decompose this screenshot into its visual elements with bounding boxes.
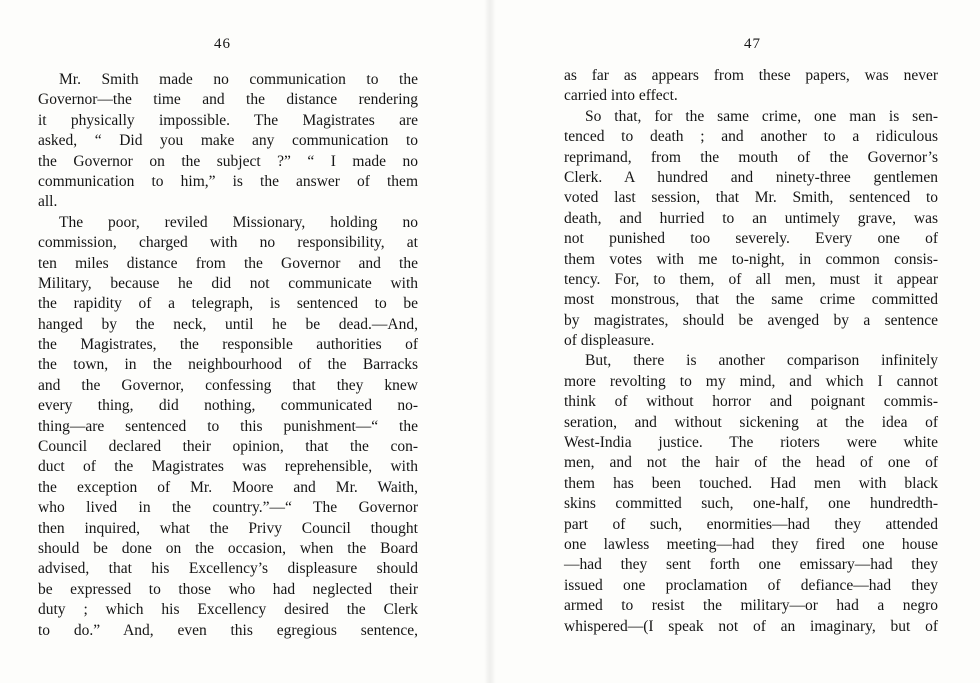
text-line: more revolting to my mind, and which I cannot — [564, 372, 938, 390]
text-line: by magistrates, should be avenged by a sentence — [564, 311, 938, 329]
text-line: it physically impossible. The Magistrates are — [38, 111, 418, 129]
text-line: Military, because he did not communicate with — [38, 274, 418, 292]
text-line: armed to resist the military—or had a negro — [564, 597, 938, 615]
text-line: commission, charged with no responsibility, at — [38, 234, 418, 252]
text-line: So that, for the same crime, one man is sen- — [585, 107, 938, 125]
text-line: of displeasure. — [564, 332, 655, 350]
text-line: skins committed such, one-half, one hundredth- — [564, 495, 938, 513]
text-line: them has been touched. Had men with black — [564, 474, 938, 492]
text-line: Governor—the time and the distance rendering — [38, 91, 418, 109]
text-line: all. — [38, 193, 58, 211]
text-line: should be done on the occasion, when the Board — [38, 539, 418, 557]
text-line: part of such, enormities—had they attended — [564, 515, 938, 533]
left-page-text — [38, 70, 418, 641]
text-line: most monstrous, that the same crime committed — [564, 291, 938, 309]
right-page — [490, 0, 980, 683]
text-line: duct of the Magistrates was reprehensible, with — [38, 458, 418, 476]
page-number-right: 47 — [744, 36, 761, 52]
text-line: Council declared their opinion, that the con- — [38, 438, 418, 456]
text-line: tenced to death ; and another to a ridiculous — [564, 128, 938, 146]
text-line: think of without horror and poignant commis- — [564, 393, 938, 411]
text-line: thing—are sentenced to this punishment—“ the — [38, 417, 418, 435]
text-line: issued one proclamation of defiance—had they — [564, 576, 938, 594]
text-line: advised, that his Excellency’s displeasure should — [38, 560, 418, 578]
text-line: asked, “ Did you make any communication to — [38, 132, 418, 150]
text-line: seration, and without sickening at the idea of — [564, 413, 938, 431]
text-line: the rapidity of a telegraph, is sentenced to be — [38, 295, 418, 313]
text-line: the exception of Mr. Moore and Mr. Waith, — [38, 478, 418, 496]
text-line: be expressed to those who had neglected their — [38, 580, 418, 598]
text-line: the town, in the neighbourhood of the Barracks — [38, 356, 418, 374]
text-line: to do.” And, even this egregious sentence, — [38, 621, 418, 639]
text-line: West-India justice. The rioters were white — [564, 434, 938, 452]
text-line: who lived in the country.”—“ The Governor — [38, 499, 418, 517]
text-line: But, there is another comparison infinitely — [585, 352, 938, 370]
text-line: —had they sent forth one emissary—had they — [564, 556, 938, 574]
text-line: not punished too severely. Every one of — [564, 230, 938, 248]
text-line: duty ; which his Excellency desired the Clerk — [38, 601, 418, 619]
text-line: Mr. Smith made no communication to the — [59, 71, 418, 88]
text-line: them votes with me to-night, in common consis- — [564, 250, 938, 268]
text-line: voted last session, that Mr. Smith, sentenced to — [564, 189, 938, 207]
text-line: tency. For, to them, of all men, must it appear — [564, 270, 938, 288]
right-page-text — [564, 66, 938, 637]
text-line: carried into effect. — [564, 87, 678, 105]
text-line: and the Governor, confessing that they knew — [38, 376, 418, 394]
text-line: The poor, reviled Missionary, holding no — [59, 213, 418, 231]
text-line: the Magistrates, the responsible authorities of — [38, 336, 418, 354]
text-line: one lawless meeting—had they fired one house — [564, 535, 938, 553]
text-line: communication to him,” is the answer of them — [38, 172, 418, 190]
text-line: men, and not the hair of the head of one of — [564, 454, 938, 472]
page-number-left: 46 — [214, 36, 231, 52]
text-line: every thing, did nothing, communicated no- — [38, 397, 418, 415]
text-line: whispered—(I speak not of an imaginary, but of — [564, 617, 938, 635]
text-line: death, and hurried to an untimely grave, was — [564, 209, 938, 227]
text-line: the Governor on the subject ?” “ I made no — [38, 152, 418, 170]
text-line: Clerk. A hundred and ninety-three gentlemen — [564, 168, 938, 186]
text-line: ten miles distance from the Governor and the — [38, 254, 418, 272]
text-line: hanged by the neck, until he be dead.—And, — [38, 315, 418, 333]
text-line: then inquired, what the Privy Council thought — [38, 519, 418, 537]
text-line: reprimand, from the mouth of the Governor’s — [564, 148, 938, 166]
text-line: as far as appears from these papers, was never — [564, 67, 938, 84]
